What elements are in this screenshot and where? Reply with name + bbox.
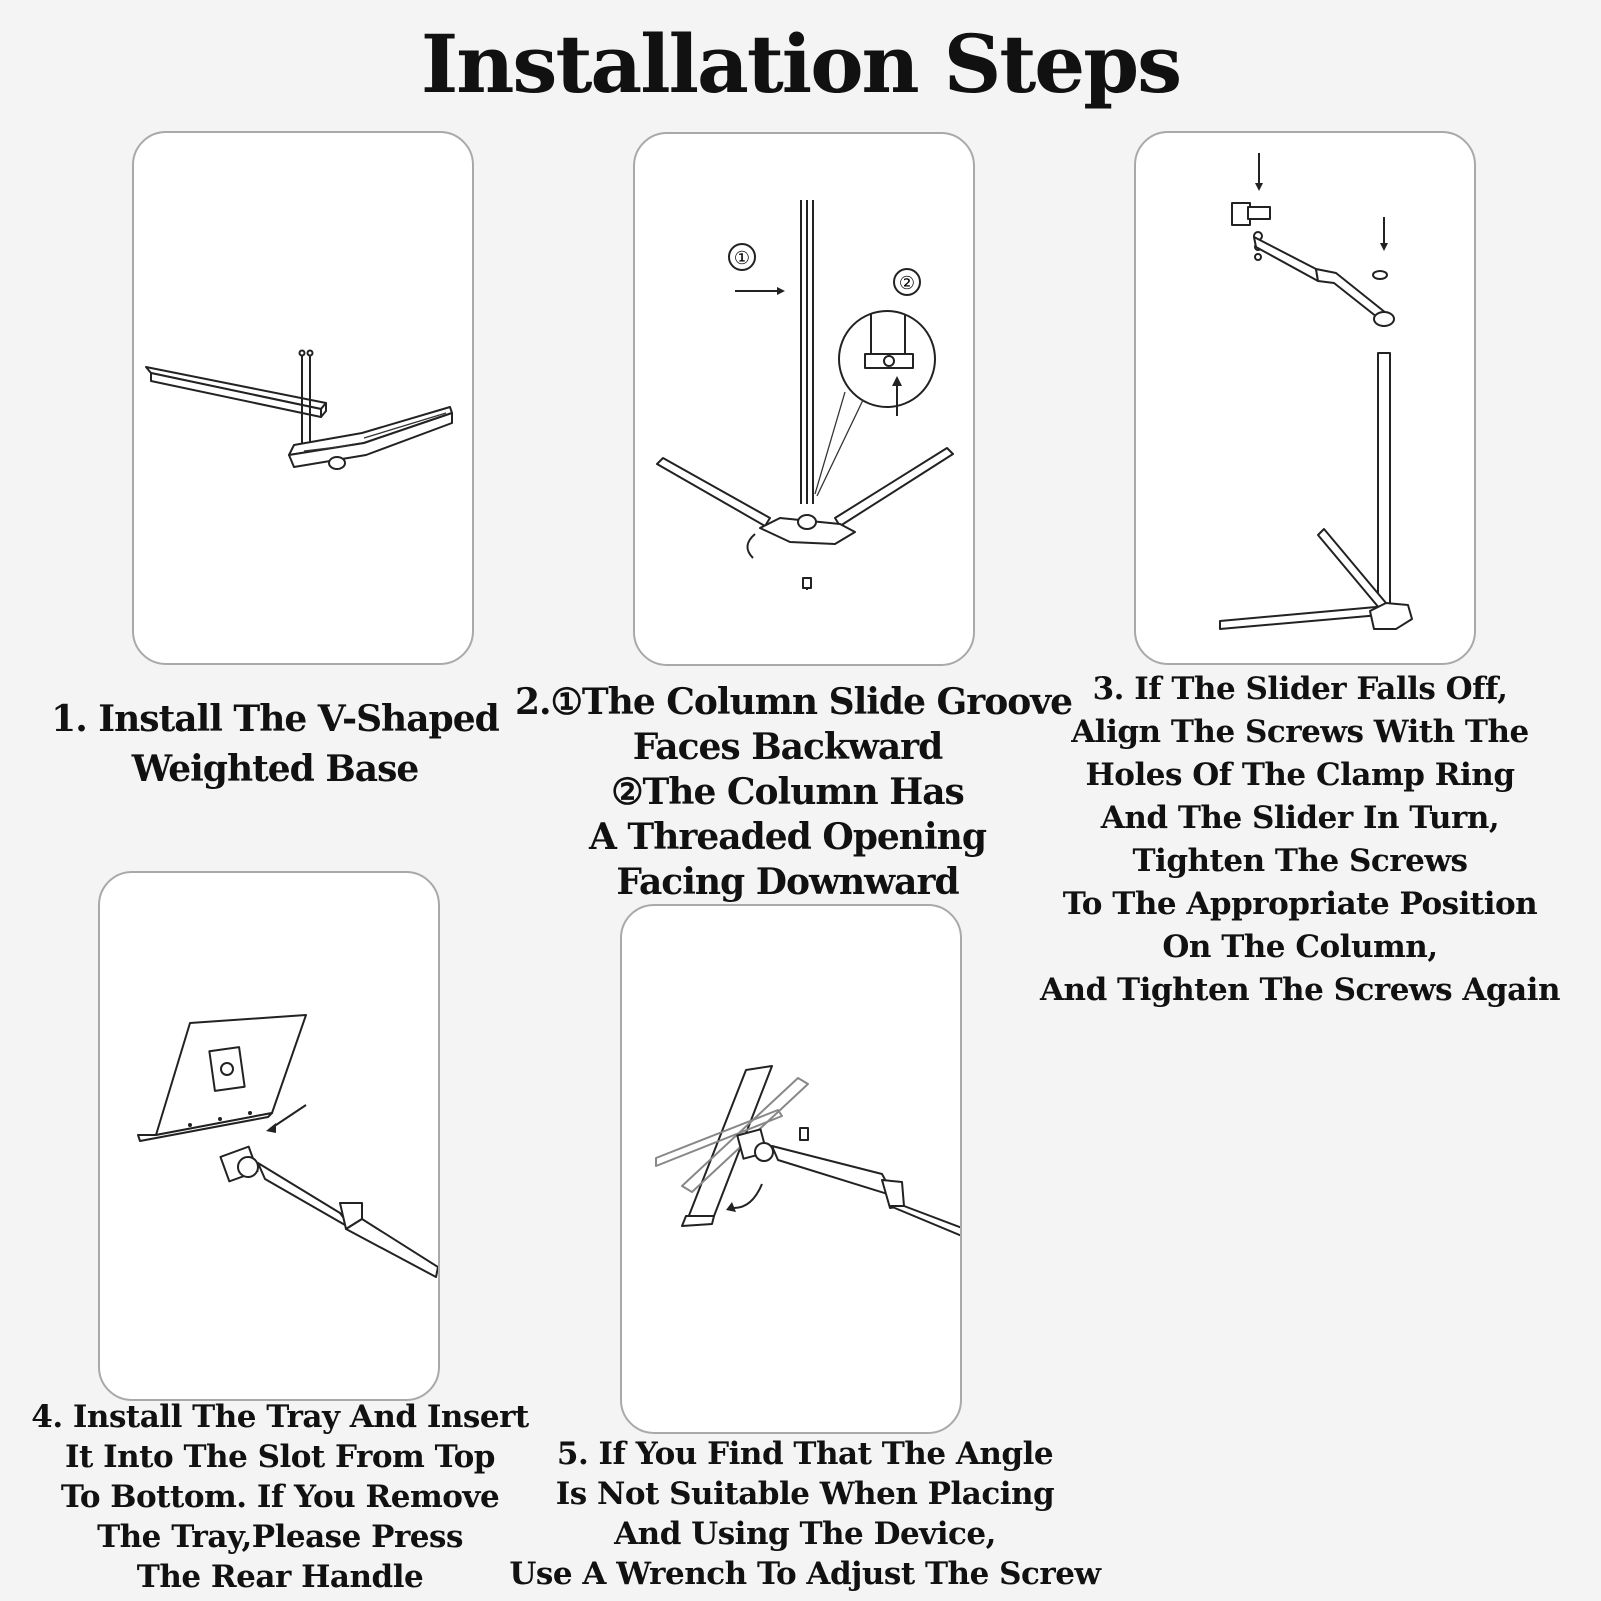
caption-line: And Using The Device, <box>614 1516 996 1552</box>
step-3-caption <box>1030 668 1570 1012</box>
caption-line: Is Not Suitable When Placing <box>555 1476 1055 1512</box>
v-base-drawing <box>134 133 474 665</box>
caption-line: And Tighten The Screws Again <box>1040 972 1560 1008</box>
caption-line: Align The Screws With The <box>1071 714 1529 750</box>
caption-line: To Bottom. If You Remove <box>60 1479 500 1515</box>
slider-column-drawing <box>1136 133 1476 665</box>
step-5-illustration <box>620 904 962 1434</box>
caption-line: ②The Column Has <box>611 771 964 813</box>
step-1-caption <box>40 694 510 794</box>
caption-line: Holes Of The Clamp Ring <box>1085 757 1515 793</box>
caption-line: 1. Install The V-Shaped <box>51 698 499 740</box>
step-2-caption <box>515 680 1073 905</box>
caption-line: 3. If The Slider Falls Off, <box>1092 671 1508 707</box>
caption-line: Facing Downward <box>616 861 959 903</box>
step-3-illustration <box>1134 131 1476 665</box>
step-5-caption <box>500 1434 1110 1594</box>
caption-line: On The Column, <box>1162 929 1438 965</box>
caption-line: Weighted Base <box>131 748 419 790</box>
caption-line: The Tray,Please Press <box>97 1519 463 1555</box>
step-1-illustration <box>132 131 474 665</box>
marker-1-label: ① <box>733 248 751 269</box>
caption-line: And The Slider In Turn, <box>1100 800 1500 836</box>
caption-line: A Threaded Opening <box>588 816 987 858</box>
caption-line: The Rear Handle <box>136 1559 424 1595</box>
caption-line: 2.①The Column Slide Groove <box>515 681 1073 723</box>
page-title: Installation Steps <box>420 17 1181 111</box>
angle-adjust-drawing <box>622 906 962 1434</box>
caption-line: Tighten The Screws <box>1132 843 1468 879</box>
column-base-drawing <box>635 134 975 666</box>
caption-line: Use A Wrench To Adjust The Screw <box>509 1556 1101 1592</box>
caption-line: To The Appropriate Position <box>1062 886 1538 922</box>
caption-line: 5. If You Find That The Angle <box>556 1436 1054 1472</box>
step-2-illustration <box>633 132 975 666</box>
caption-line: 4. Install The Tray And Insert <box>31 1399 529 1435</box>
caption-line: Faces Backward <box>632 726 943 768</box>
step-4-caption <box>30 1397 530 1597</box>
caption-line: It Into The Slot From Top <box>65 1439 495 1475</box>
tray-install-drawing <box>100 873 440 1401</box>
marker-2-label: ② <box>898 273 916 294</box>
step-4-illustration <box>98 871 440 1401</box>
